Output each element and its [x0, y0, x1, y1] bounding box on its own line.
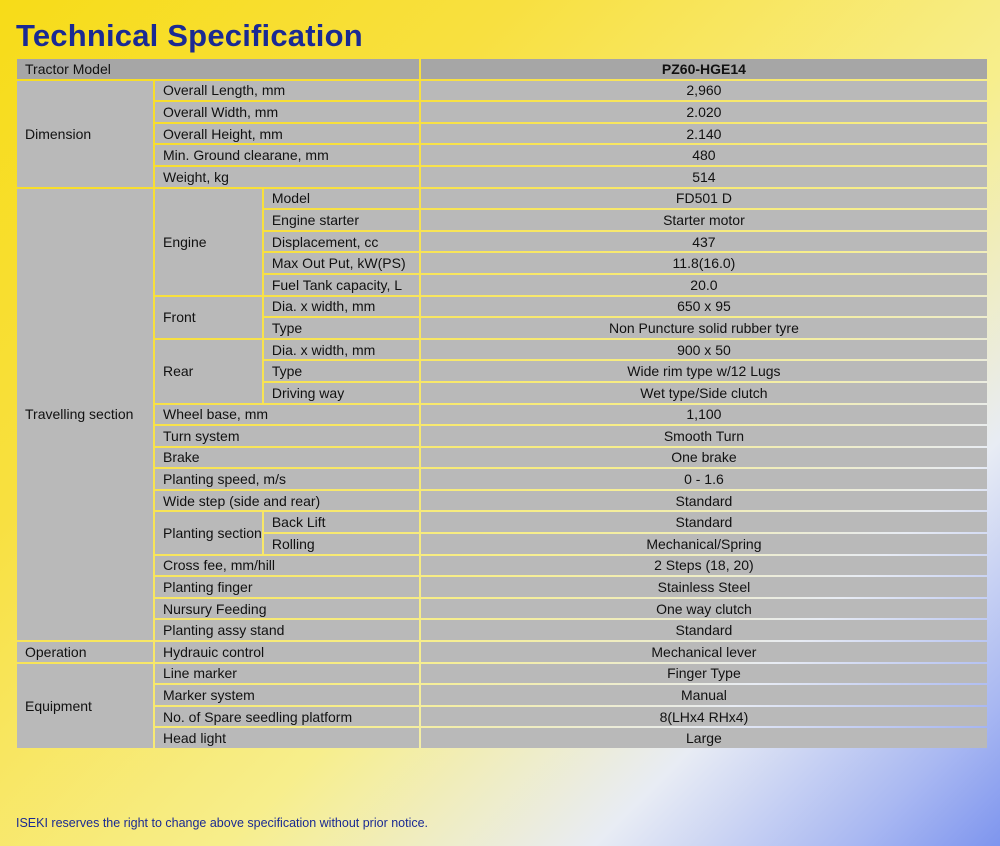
spec-value: Standard: [421, 512, 987, 532]
spec-label: Turn system: [155, 426, 419, 446]
spec-table: [15, 57, 989, 750]
table-header-row: [17, 59, 987, 79]
spec-value: 8(LHx4 RHx4): [421, 707, 987, 727]
table-row: [17, 81, 987, 101]
spec-label: Marker system: [155, 685, 419, 705]
subgroup-label-planting-section: Planting section: [155, 512, 262, 553]
spec-value: Smooth Turn: [421, 426, 987, 446]
spec-value: Non Puncture solid rubber tyre: [421, 318, 987, 338]
table-row: [17, 620, 987, 640]
spec-value: 20.0: [421, 275, 987, 295]
spec-value: 2.140: [421, 124, 987, 144]
table-row: [17, 728, 987, 748]
table-row: [17, 685, 987, 705]
spec-value: 437: [421, 232, 987, 252]
subgroup-label-rear: Rear: [155, 340, 262, 403]
table-row: [17, 124, 987, 144]
header-label: Tractor Model: [17, 59, 419, 79]
spec-value: Stainless Steel: [421, 577, 987, 597]
table-row: [17, 599, 987, 619]
header-value: PZ60-HGE14: [421, 59, 987, 79]
spec-value: Manual: [421, 685, 987, 705]
spec-label: Min. Ground clearane, mm: [155, 145, 419, 165]
spec-label: Wide step (side and rear): [155, 491, 419, 511]
spec-label: Nursury Feeding: [155, 599, 419, 619]
spec-label: Head light: [155, 728, 419, 748]
table-row: [17, 469, 987, 489]
spec-value: 0 - 1.6: [421, 469, 987, 489]
spec-label: Rolling: [264, 534, 419, 554]
spec-label: Overall Length, mm: [155, 81, 419, 101]
spec-label: Dia. x width, mm: [264, 297, 419, 317]
spec-label: Overall Height, mm: [155, 124, 419, 144]
footnote: ISEKI reserves the right to change above specification without prior notice.: [16, 816, 429, 830]
spec-value: Finger Type: [421, 664, 987, 684]
spec-label: Planting speed, m/s: [155, 469, 419, 489]
table-row: [17, 167, 987, 187]
spec-label: Planting assy stand: [155, 620, 419, 640]
spec-value: 2,960: [421, 81, 987, 101]
group-label-dimension: Dimension: [17, 81, 153, 187]
group-label-travelling: Travelling section: [17, 189, 153, 640]
group-label-equipment: Equipment: [17, 664, 153, 748]
spec-label: No. of Spare seedling platform: [155, 707, 419, 727]
spec-label: Driving way: [264, 383, 419, 403]
spec-value: Standard: [421, 491, 987, 511]
table-row: [17, 102, 987, 122]
table-row: [17, 642, 987, 662]
spec-value: 650 x 95: [421, 297, 987, 317]
spec-label: Line marker: [155, 664, 419, 684]
spec-value: FD501 D: [421, 189, 987, 209]
spec-label: Hydrauic control: [155, 642, 419, 662]
spec-value: 514: [421, 167, 987, 187]
table-row: [17, 491, 987, 511]
spec-value: 1,100: [421, 405, 987, 425]
spec-label: Brake: [155, 448, 419, 468]
spec-value: One way clutch: [421, 599, 987, 619]
table-row: [17, 512, 987, 532]
group-label-operation: Operation: [17, 642, 153, 662]
spec-value: Starter motor: [421, 210, 987, 230]
spec-label: Type: [264, 361, 419, 381]
table-row: [17, 405, 987, 425]
spec-value: One brake: [421, 448, 987, 468]
subgroup-label-front: Front: [155, 297, 262, 338]
spec-label: Engine starter: [264, 210, 419, 230]
subgroup-label-engine: Engine: [155, 189, 262, 295]
spec-label: Displacement, cc: [264, 232, 419, 252]
table-row: [17, 426, 987, 446]
table-row: [17, 577, 987, 597]
table-row: [17, 189, 987, 209]
table-row: [17, 556, 987, 576]
spec-label: Max Out Put, kW(PS): [264, 253, 419, 273]
spec-value: 11.8(16.0): [421, 253, 987, 273]
spec-value: Wide rim type w/12 Lugs: [421, 361, 987, 381]
table-row: [17, 340, 987, 360]
spec-label: Fuel Tank capacity, L: [264, 275, 419, 295]
table-row: [17, 145, 987, 165]
table-row: [17, 448, 987, 468]
spec-label: Type: [264, 318, 419, 338]
spec-label: Overall Width, mm: [155, 102, 419, 122]
spec-label: Cross fee, mm/hill: [155, 556, 419, 576]
spec-value: Standard: [421, 620, 987, 640]
spec-value: Mechanical/Spring: [421, 534, 987, 554]
table-row: [17, 707, 987, 727]
spec-label: Weight, kg: [155, 167, 419, 187]
spec-value: Mechanical lever: [421, 642, 987, 662]
spec-value: 480: [421, 145, 987, 165]
page-title: Technical Specification: [16, 18, 363, 53]
spec-label: Back Lift: [264, 512, 419, 532]
spec-value: 2.020: [421, 102, 987, 122]
spec-value: 900 x 50: [421, 340, 987, 360]
table-row: [17, 297, 987, 317]
spec-value: Large: [421, 728, 987, 748]
spec-label: Dia. x width, mm: [264, 340, 419, 360]
spec-label: Planting finger: [155, 577, 419, 597]
spec-value: 2 Steps (18, 20): [421, 556, 987, 576]
spec-value: Wet type/Side clutch: [421, 383, 987, 403]
table-row: [17, 664, 987, 684]
spec-label: Model: [264, 189, 419, 209]
spec-label: Wheel base, mm: [155, 405, 419, 425]
